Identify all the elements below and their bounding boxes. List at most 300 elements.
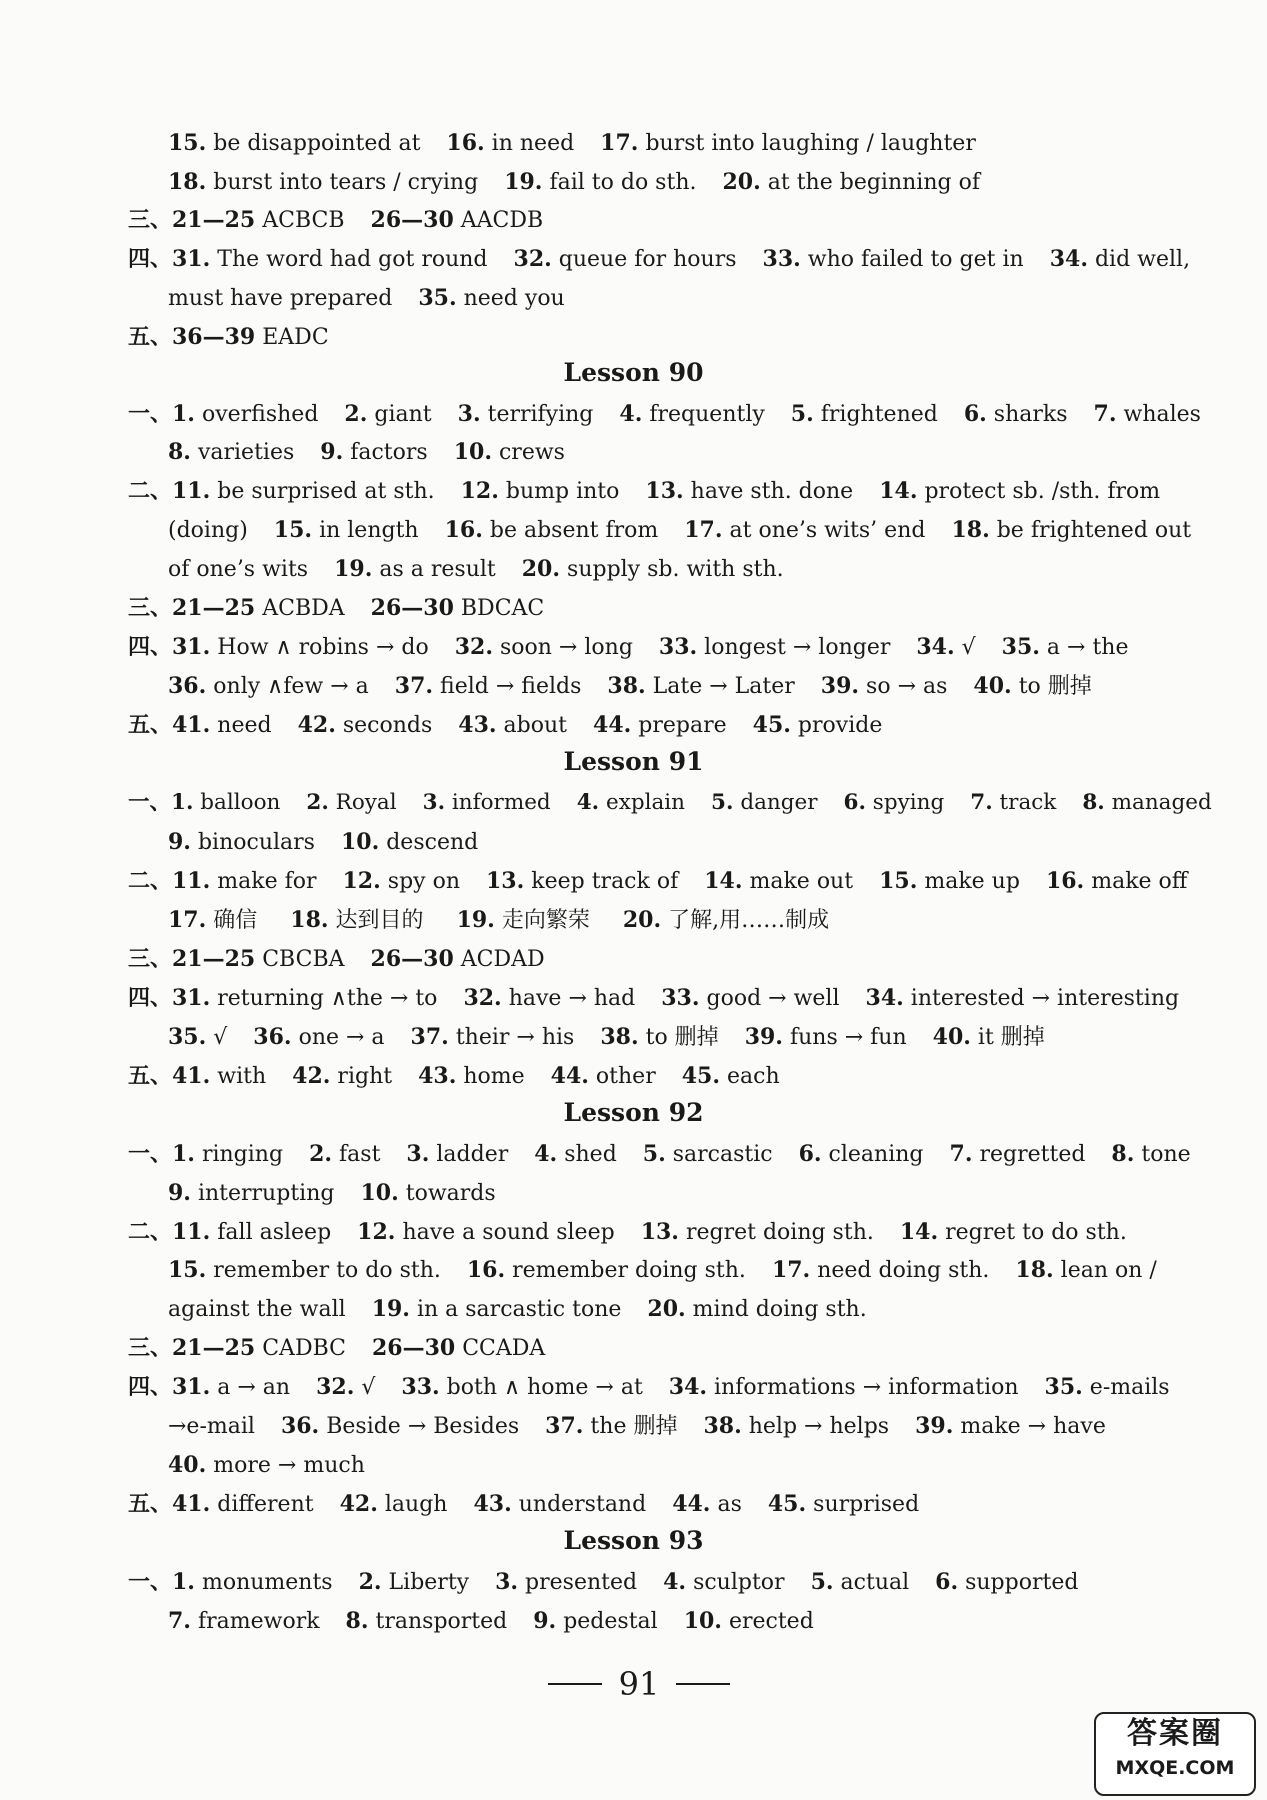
answer-line xyxy=(128,866,1187,897)
answer-item xyxy=(950,1142,1086,1167)
item-number: 33. xyxy=(401,1374,440,1400)
item-number: 3. xyxy=(495,1569,519,1595)
item-text: good → well xyxy=(699,986,840,1011)
answer-line xyxy=(128,322,329,353)
item-number: 37. xyxy=(394,673,434,699)
item-number: 20. xyxy=(647,1296,686,1322)
item-text: help → helps xyxy=(741,1414,890,1439)
item-number: 13. xyxy=(485,868,525,894)
item-number: 7. xyxy=(168,1608,191,1634)
item-text: remember doing sth. xyxy=(505,1258,746,1283)
answer-item xyxy=(600,1025,718,1050)
item-number: 44. xyxy=(550,1063,589,1089)
item-number: 7. xyxy=(970,790,993,815)
item-text: in a sarcastic tone xyxy=(409,1297,622,1322)
page-number: 91 xyxy=(618,1665,660,1703)
item-text: ACBDA xyxy=(255,596,345,621)
answer-line xyxy=(128,1489,919,1520)
answer-item xyxy=(458,713,567,738)
item-text: about xyxy=(496,713,568,738)
item-number: 43. xyxy=(418,1063,457,1089)
item-number: 4. xyxy=(534,1141,558,1167)
item-text: returning ∧the → to xyxy=(210,986,438,1011)
item-number: 6. xyxy=(963,401,987,427)
item-number: 16. xyxy=(446,130,485,156)
answer-item xyxy=(128,596,345,621)
answer-line xyxy=(168,1022,1045,1053)
item-text: supply sb. with sth. xyxy=(560,557,784,582)
answer-item xyxy=(821,674,948,699)
item-number: 45. xyxy=(681,1063,721,1089)
answer-item xyxy=(128,208,345,233)
answer-item xyxy=(916,635,975,660)
item-text: be surprised at sth. xyxy=(210,479,435,504)
answer-item xyxy=(340,1492,448,1517)
item-number: 14. xyxy=(879,478,918,504)
item-number: 16. xyxy=(444,517,483,543)
item-text: the 删掉 xyxy=(583,1414,678,1439)
answer-item xyxy=(418,286,564,311)
item-text: make out xyxy=(742,869,854,894)
item-text: at one’s wits’ end xyxy=(722,518,926,543)
answer-item xyxy=(346,1609,508,1634)
answer-item xyxy=(951,518,1191,543)
item-number: 四、31. xyxy=(128,246,211,272)
answer-item xyxy=(281,1414,519,1439)
item-number: 3. xyxy=(457,401,481,427)
item-text: regret to do sth. xyxy=(938,1220,1127,1245)
answer-item xyxy=(298,713,433,738)
answer-line xyxy=(128,1372,1170,1403)
answer-item xyxy=(1050,247,1190,272)
item-text: CBCBA xyxy=(255,947,345,972)
item-text: √ xyxy=(954,635,976,660)
item-text: informations → information xyxy=(707,1375,1019,1400)
item-text: to 删掉 xyxy=(638,1025,719,1050)
answer-item xyxy=(684,518,925,543)
page-number-dash-right xyxy=(676,1683,730,1685)
item-number: 26—30 xyxy=(370,946,454,972)
item-number: 17. xyxy=(168,907,207,933)
item-number: 3. xyxy=(406,1141,430,1167)
answer-item xyxy=(900,1220,1127,1245)
item-number: 33. xyxy=(658,634,698,660)
item-text: funs → fun xyxy=(782,1025,907,1050)
answer-item xyxy=(619,402,764,427)
item-number: 8. xyxy=(1082,790,1105,815)
answer-item xyxy=(703,1414,889,1439)
item-text: transported xyxy=(368,1609,508,1634)
item-number: 四、31. xyxy=(128,634,211,660)
item-number: 26—30 xyxy=(370,207,454,233)
item-number: 2. xyxy=(309,1141,333,1167)
answer-line xyxy=(128,593,544,624)
answer-item xyxy=(1015,1258,1156,1283)
item-number: 四、31. xyxy=(128,985,211,1011)
answer-item xyxy=(844,790,945,815)
answer-item xyxy=(168,1181,334,1206)
item-number: 2. xyxy=(306,790,329,815)
answer-item xyxy=(128,635,429,660)
answer-item xyxy=(290,908,430,933)
answer-item xyxy=(168,170,478,195)
item-number: 40. xyxy=(168,1452,207,1478)
answer-item xyxy=(128,713,272,738)
answer-item xyxy=(1045,1375,1170,1400)
item-number: 44. xyxy=(672,1491,711,1517)
item-number: 12. xyxy=(357,1219,396,1245)
answer-item xyxy=(935,1570,1078,1595)
answer-line xyxy=(128,1567,1078,1598)
answer-line xyxy=(128,244,1190,275)
item-text: surprised xyxy=(806,1492,920,1517)
item-text: both ∧ home → at xyxy=(439,1375,643,1400)
item-number: 43. xyxy=(473,1491,512,1517)
answer-line xyxy=(168,1606,814,1637)
item-text: burst into laughing / laughter xyxy=(638,131,976,156)
item-text: Liberty xyxy=(381,1570,470,1595)
answer-item xyxy=(647,1297,866,1322)
item-number: 五、41. xyxy=(128,1063,211,1089)
answer-item xyxy=(458,402,594,427)
item-text: need doing sth. xyxy=(810,1258,990,1283)
answer-line xyxy=(168,283,565,314)
item-number: 19. xyxy=(371,1296,410,1322)
answer-item xyxy=(669,1375,1019,1400)
item-number: 16. xyxy=(1045,868,1085,894)
item-number: 8. xyxy=(1111,1141,1135,1167)
item-number: 18. xyxy=(290,907,329,933)
item-number: 6. xyxy=(935,1569,959,1595)
item-text: sculptor xyxy=(686,1570,785,1595)
item-number: 5. xyxy=(642,1141,666,1167)
item-text: fall asleep xyxy=(210,1220,332,1245)
page-number-dash-left xyxy=(548,1683,602,1685)
item-number: 35. xyxy=(1001,634,1040,660)
answer-item xyxy=(772,1258,989,1283)
item-text: need you xyxy=(456,286,565,311)
answer-item xyxy=(879,479,1160,504)
item-text: ringing xyxy=(194,1142,284,1167)
item-text: regretted xyxy=(972,1142,1086,1167)
item-number: 5. xyxy=(790,401,814,427)
item-number: 42. xyxy=(297,712,336,738)
item-text: be disappointed at xyxy=(206,131,421,156)
item-text: cleaning xyxy=(821,1142,924,1167)
item-text: crews xyxy=(491,440,565,465)
answer-item xyxy=(645,479,853,504)
answer-item xyxy=(128,1492,314,1517)
item-text: e-mails xyxy=(1082,1375,1170,1400)
answer-item xyxy=(357,1220,615,1245)
item-number: 10. xyxy=(360,1180,399,1206)
answer-item xyxy=(1002,635,1129,660)
item-number: 19. xyxy=(334,556,373,582)
item-number: 36. xyxy=(168,673,207,699)
item-text: a → an xyxy=(210,1375,291,1400)
item-text: fast xyxy=(332,1142,381,1167)
item-number: 5. xyxy=(711,790,734,815)
item-text: keep track of xyxy=(524,869,679,894)
answer-item xyxy=(473,1492,646,1517)
item-number: 35. xyxy=(168,1024,207,1050)
item-text: frequently xyxy=(642,402,765,427)
item-text: spying xyxy=(865,790,945,815)
answer-item xyxy=(406,1142,508,1167)
answer-item xyxy=(607,674,794,699)
answer-line xyxy=(128,476,1160,507)
item-number: 一、1. xyxy=(128,790,194,815)
item-text: danger xyxy=(733,790,818,815)
item-text: ladder xyxy=(429,1142,509,1167)
item-text: ACDAD xyxy=(453,947,545,972)
answer-line xyxy=(168,554,784,585)
item-text: different xyxy=(210,1492,314,1517)
answer-item xyxy=(454,440,565,465)
item-text: make for xyxy=(210,869,317,894)
item-text: CCADA xyxy=(455,1336,546,1361)
item-number: 32. xyxy=(513,246,552,272)
item-number: 17. xyxy=(684,517,723,543)
item-number: 6. xyxy=(798,1141,822,1167)
item-text: balloon xyxy=(193,790,281,815)
answer-item xyxy=(128,1220,331,1245)
item-text: one → a xyxy=(291,1025,385,1050)
answer-item xyxy=(128,1142,283,1167)
answer-item xyxy=(446,131,574,156)
answer-item xyxy=(672,1492,742,1517)
item-number: 38. xyxy=(703,1413,742,1439)
item-number: 38. xyxy=(607,673,646,699)
item-text: tone xyxy=(1134,1142,1191,1167)
item-text: so → as xyxy=(859,674,948,699)
item-number: 13. xyxy=(640,1219,679,1245)
answer-item xyxy=(811,1570,910,1595)
item-number: 32. xyxy=(454,634,493,660)
answer-line xyxy=(128,1139,1191,1170)
item-text: ACBCB xyxy=(255,208,345,233)
item-number: 9. xyxy=(168,1180,191,1206)
item-number: 19. xyxy=(504,169,543,195)
item-number: 44. xyxy=(593,712,632,738)
answer-item xyxy=(964,402,1068,427)
item-text: be absent from xyxy=(482,518,659,543)
item-number: 18. xyxy=(1015,1257,1054,1283)
answer-item xyxy=(168,440,294,465)
item-text: of one’s wits xyxy=(168,557,309,582)
item-number: 34. xyxy=(1049,246,1088,272)
item-text: who failed to get in xyxy=(800,247,1024,272)
item-text: overfished xyxy=(194,402,319,427)
answer-line xyxy=(168,1411,1106,1442)
answer-item xyxy=(168,286,392,311)
item-number: 10. xyxy=(453,439,492,465)
item-number: 33. xyxy=(762,246,801,272)
answer-item xyxy=(461,479,620,504)
item-number: 17. xyxy=(771,1257,811,1283)
item-number: 一、1. xyxy=(128,1141,195,1167)
item-text: regret doing sth. xyxy=(678,1220,874,1245)
item-number: 2. xyxy=(358,1569,382,1595)
answer-item xyxy=(933,1025,1045,1050)
item-text: each xyxy=(720,1064,780,1089)
answer-item xyxy=(168,1609,320,1634)
answer-line xyxy=(128,1061,780,1092)
item-number: 一、1. xyxy=(128,401,195,427)
answer-item xyxy=(306,790,396,815)
answer-item xyxy=(168,1258,441,1283)
answer-line xyxy=(128,944,545,975)
item-number: 12. xyxy=(460,478,499,504)
item-text: (doing) xyxy=(168,518,248,543)
item-number: 7. xyxy=(1093,401,1117,427)
answer-item xyxy=(128,325,329,350)
item-number: 四、31. xyxy=(128,1374,211,1400)
answer-item xyxy=(360,1181,495,1206)
item-number: 19. xyxy=(456,907,495,933)
item-text: 确信 xyxy=(206,908,265,933)
answer-item xyxy=(799,1142,924,1167)
answer-line xyxy=(168,167,980,198)
answer-item xyxy=(545,1414,677,1439)
answer-item xyxy=(372,1297,622,1322)
item-number: 6. xyxy=(843,790,866,815)
answer-item xyxy=(514,247,737,272)
item-number: 32. xyxy=(463,985,502,1011)
item-text: descend xyxy=(379,830,479,855)
item-number: 7. xyxy=(949,1141,973,1167)
item-number: 10. xyxy=(340,829,380,855)
item-text: binoculars xyxy=(190,830,315,855)
item-text: have sth. done xyxy=(683,479,854,504)
answer-item xyxy=(551,1064,656,1089)
item-text: prepare xyxy=(631,713,727,738)
answer-item xyxy=(704,869,853,894)
item-text: frightened xyxy=(813,402,938,427)
answer-item xyxy=(168,518,248,543)
answer-item xyxy=(320,440,427,465)
answer-line xyxy=(168,905,829,936)
answer-item xyxy=(359,1570,470,1595)
item-number: 5. xyxy=(810,1569,834,1595)
item-number: 16. xyxy=(466,1257,506,1283)
answer-item xyxy=(467,1258,746,1283)
lesson-heading: Lesson 93 xyxy=(563,1526,704,1555)
answer-line xyxy=(128,983,1179,1014)
item-text: √ xyxy=(206,1025,228,1050)
item-text: have → had xyxy=(501,986,636,1011)
answer-item xyxy=(600,131,976,156)
item-text: towards xyxy=(398,1181,496,1206)
item-text: BDCAC xyxy=(453,596,545,621)
answer-item xyxy=(292,1064,392,1089)
answer-item xyxy=(168,1414,255,1439)
answer-item xyxy=(768,1492,919,1517)
item-number: 37. xyxy=(545,1413,584,1439)
answer-item xyxy=(371,947,545,972)
item-text: factors xyxy=(343,440,428,465)
item-text: managed xyxy=(1104,790,1212,815)
item-number: 4. xyxy=(619,401,643,427)
item-number: 20. xyxy=(722,169,761,195)
item-text: laugh xyxy=(377,1492,448,1517)
item-number: 9. xyxy=(320,439,344,465)
item-number: 二、11. xyxy=(128,1219,211,1245)
item-text: soon → long xyxy=(493,635,633,660)
answer-item xyxy=(316,1375,375,1400)
item-number: 15. xyxy=(879,868,918,894)
answer-line xyxy=(128,632,1129,663)
item-number: 42. xyxy=(339,1491,378,1517)
answer-line xyxy=(168,1255,1157,1286)
answer-item xyxy=(309,1142,380,1167)
lesson-heading: Lesson 90 xyxy=(563,358,704,387)
item-text: erected xyxy=(721,1609,814,1634)
answer-item xyxy=(641,1220,874,1245)
lesson-heading: Lesson 92 xyxy=(563,1098,704,1127)
item-text: make up xyxy=(917,869,1020,894)
item-text: understand xyxy=(511,1492,647,1517)
item-text: protect sb. /sth. from xyxy=(917,479,1161,504)
item-text: 达到目的 xyxy=(328,908,431,933)
item-text: right xyxy=(330,1064,393,1089)
item-number: 45. xyxy=(767,1491,807,1517)
answer-item xyxy=(791,402,938,427)
item-number: 36. xyxy=(253,1024,292,1050)
answer-item xyxy=(445,518,659,543)
item-text: giant xyxy=(367,402,432,427)
answer-item xyxy=(457,908,597,933)
answer-item xyxy=(1094,402,1201,427)
item-number: 15. xyxy=(273,517,313,543)
item-text: interested → interesting xyxy=(903,986,1180,1011)
answer-item xyxy=(168,830,315,855)
item-number: 12. xyxy=(342,868,381,894)
answer-item xyxy=(577,790,685,815)
answer-item xyxy=(168,1025,227,1050)
item-text: fail to do sth. xyxy=(542,170,697,195)
item-text: interrupting xyxy=(190,1181,335,1206)
item-number: 五、41. xyxy=(128,712,211,738)
item-text: sharks xyxy=(986,402,1068,427)
item-number: 36. xyxy=(280,1413,320,1439)
answer-item xyxy=(970,790,1056,815)
item-text: home xyxy=(456,1064,525,1089)
item-number: 39. xyxy=(820,673,860,699)
answer-item xyxy=(128,1375,290,1400)
item-text: must have prepared xyxy=(168,286,393,311)
answer-item xyxy=(343,869,460,894)
item-number: 42. xyxy=(292,1063,331,1089)
answer-item xyxy=(423,790,551,815)
item-text: 了解,用……制成 xyxy=(661,908,830,933)
item-text: CADBC xyxy=(255,1336,346,1361)
item-text: as a result xyxy=(372,557,496,582)
item-text: only ∧few → a xyxy=(206,674,369,699)
answer-item xyxy=(915,1414,1106,1439)
item-text: informed xyxy=(445,790,551,815)
item-text: in length xyxy=(312,518,419,543)
item-number: 2. xyxy=(344,401,368,427)
answer-item xyxy=(168,1297,346,1322)
item-number: 33. xyxy=(661,985,700,1011)
answer-line xyxy=(128,1333,545,1364)
answer-line xyxy=(168,1294,867,1325)
item-text: as xyxy=(710,1492,742,1517)
answer-line xyxy=(168,827,478,858)
item-text: provide xyxy=(790,713,883,738)
item-text: sarcastic xyxy=(665,1142,773,1167)
